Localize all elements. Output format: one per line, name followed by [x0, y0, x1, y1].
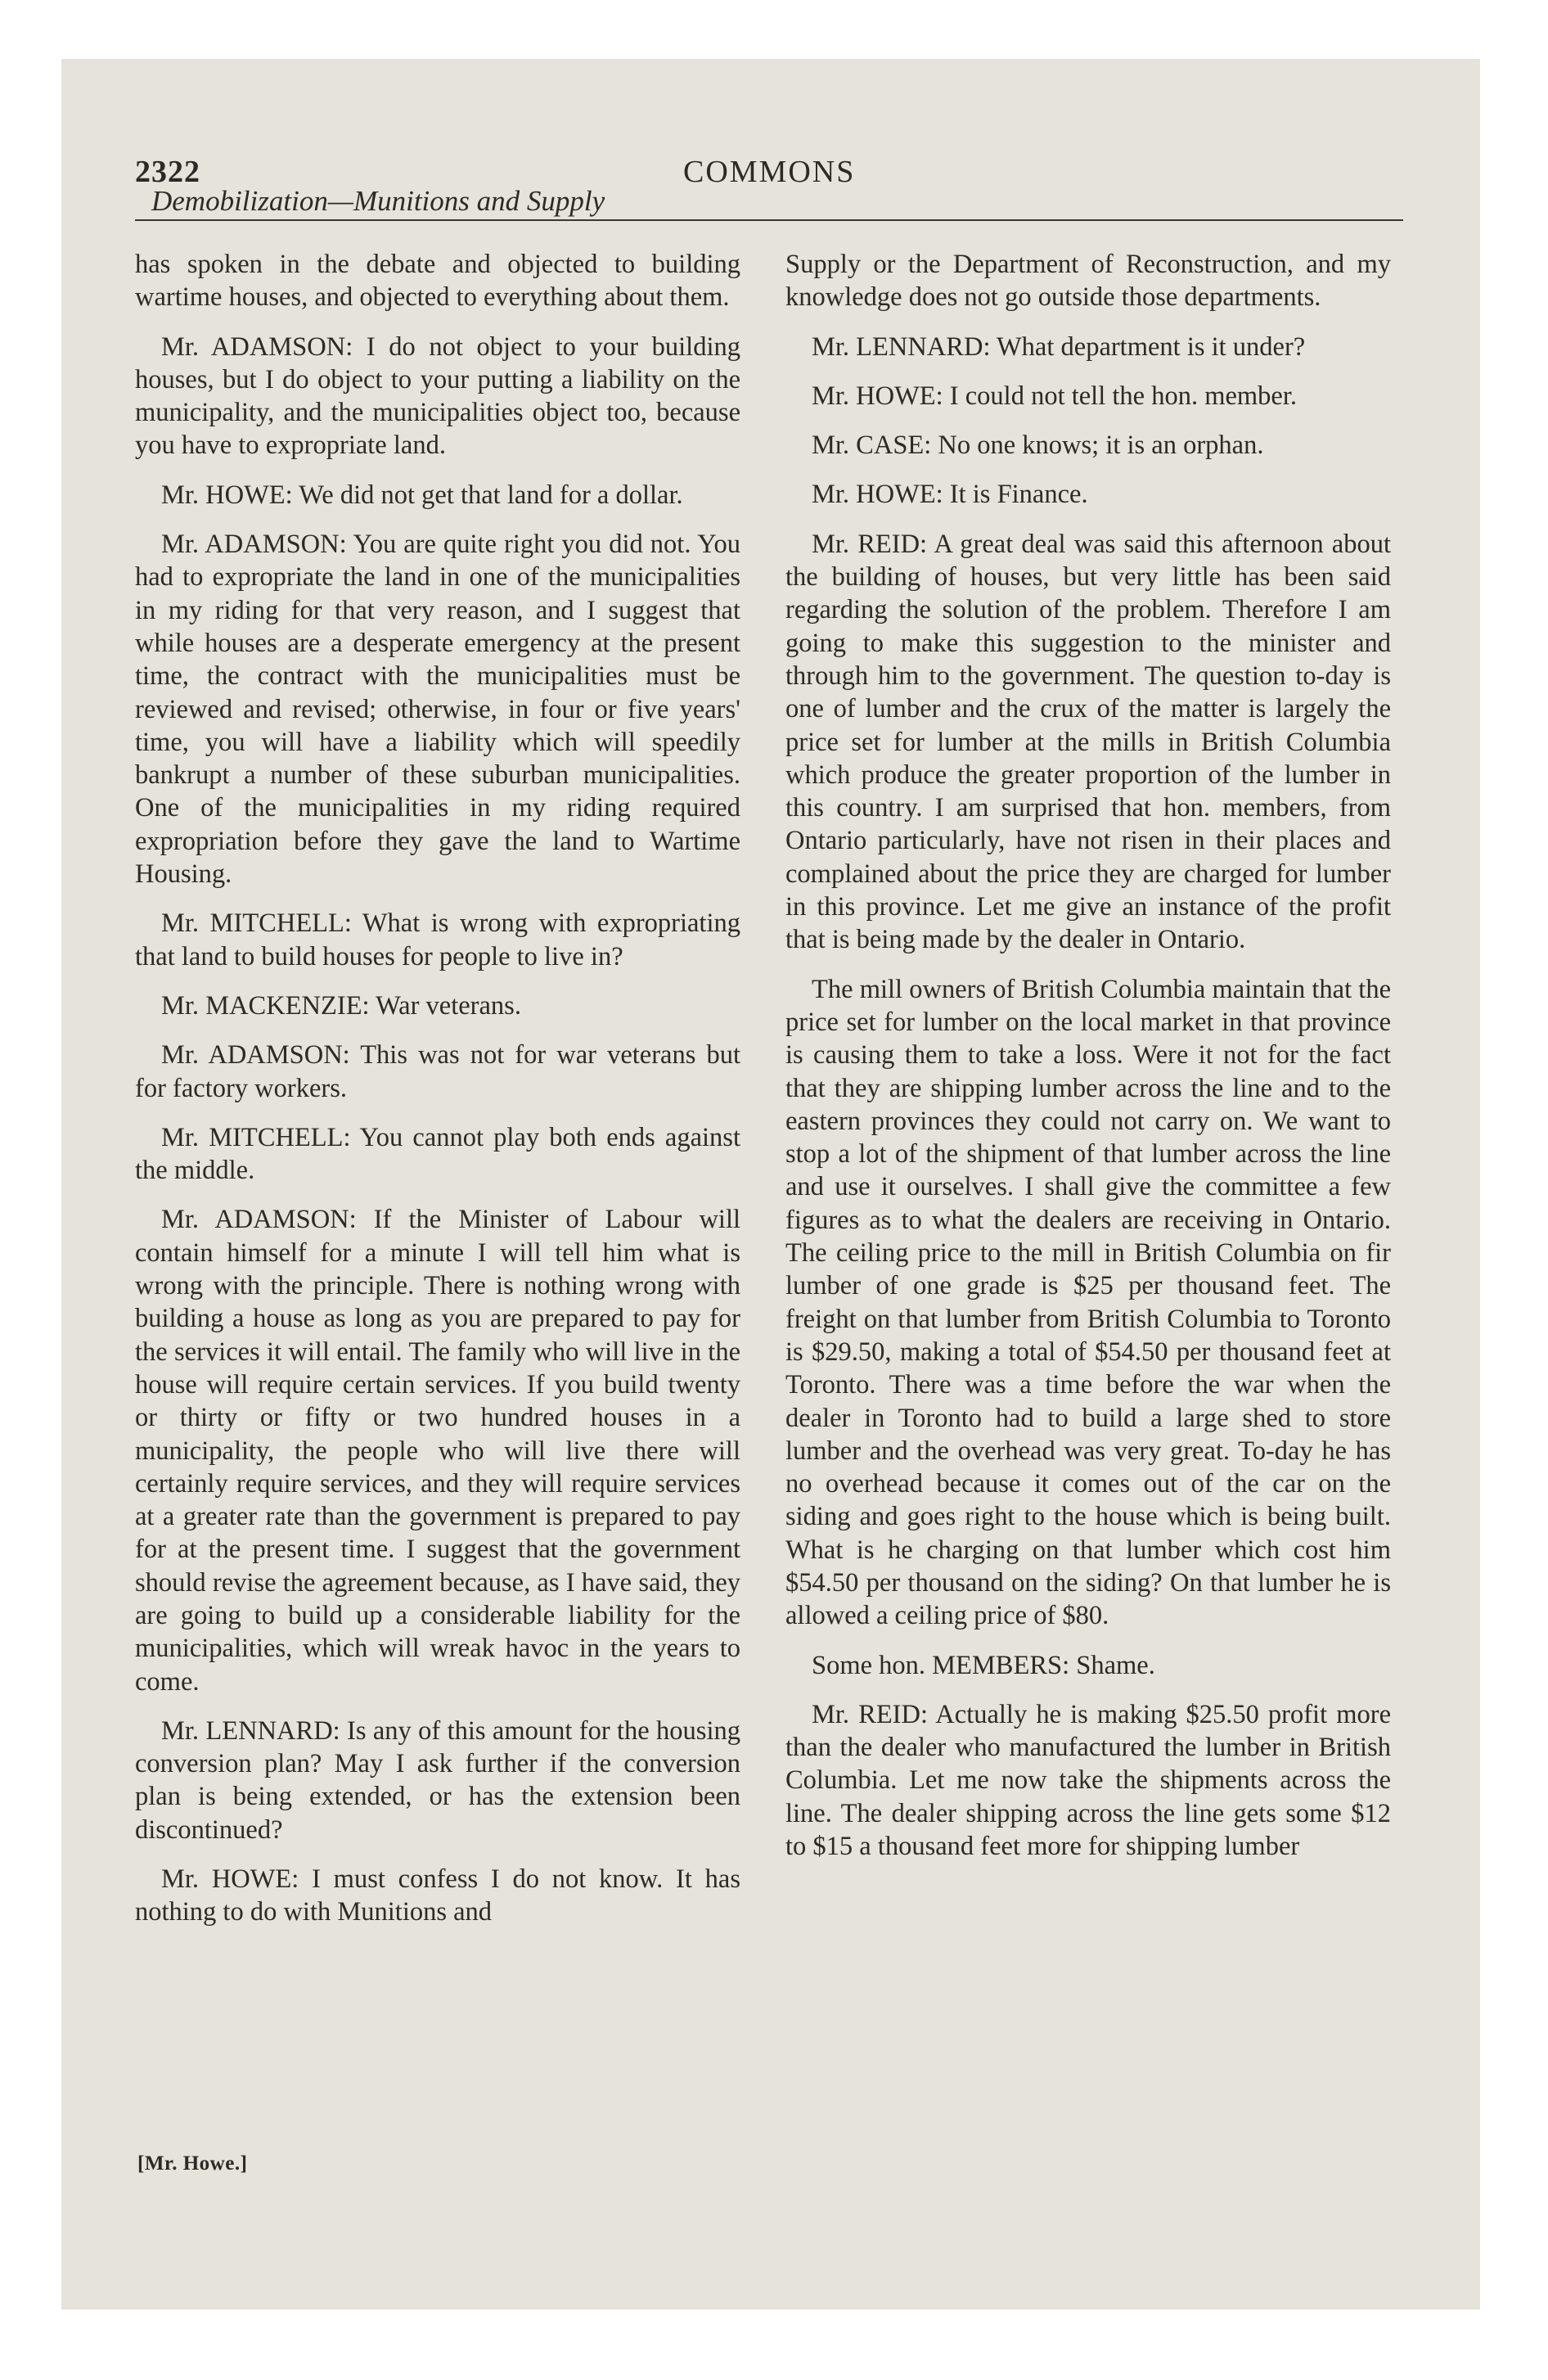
paragraph: Mr. MITCHELL: What is wrong with expropriating that land to build houses for people to live in? — [135, 908, 740, 971]
paragraph: Mr. LENNARD: Is any of this amount for the housing conversion plan? May I ask further if the conversion plan is being extended, or has the extension been discontinued? — [135, 1715, 740, 1845]
paragraph: Mr. ADAMSON: I do not object to your building houses, but I do object to your putting a liability on the municipality, and the municipalities object too, because you have to expropriate land. — [135, 331, 740, 461]
paragraph: has spoken in the debate and objected to building wartime houses, and objected to everything about them. — [135, 250, 740, 313]
paragraph: Mr. ADAMSON: You are quite right you did not. You had to expropriate the land in one of the municipalities in my riding for that very reason, and I suggest that while houses are a desperate emergency at the present time, the contract with the municipalities must be reviewed and revised; otherwise, in four or five years' time, you will have a liability which will speedily bankrupt a number of these suburban municipalities. One of the municipalities in my riding required expropriation before they gave the land to Wartime Housing. — [135, 530, 740, 890]
section-title: Demobilization—Munitions and Supply — [151, 185, 605, 217]
footer-speaker-ref: [Mr. Howe.] — [137, 2152, 248, 2175]
paragraph: Mr. CASE: No one knows; it is an orphan. — [812, 430, 1264, 461]
paragraph: Mr. HOWE: I must confess I do not know. It has nothing to do with Munitions and — [135, 1864, 740, 1927]
header-rule — [135, 219, 1403, 221]
right-column — [785, 248, 1391, 1879]
paragraph: Mr. ADAMSON: If the Minister of Labour will contain himself for a minute I will tell him what is wrong with the principle. There is nothing wrong with building a house as long as you are prepared to pay for the services it will entail. The family who will live in the house will require certain services. If you build twenty or thirty or fifty or two hundred houses in a municipality, the people who will live there will certainly require services, and they will require services at a greater rate than the government is prepared to pay for at the present time. I suggest that the government should revise the agreement because, as I have said, they are going to build up a considerable liability for the municipalities, which will wreak havoc in the years to come. — [135, 1205, 740, 1697]
paragraph: Mr. ADAMSON: This was not for war veterans but for factory workers. — [135, 1040, 740, 1103]
paragraph: The mill owners of British Columbia maintain that the price set for lumber on the local market in that province is causing them to take a loss. Were it not for the fact that they are shipping lumber across the line and to the eastern provinces they could not carry on. We want to stop a lot of the shipment of that lumber across the line and use it ourselves. I shall give the committee a few figures as to what the dealers are receiving in Ontario. The ceiling price to the mill in British Columbia on fir lumber of one grade is $25 per thousand feet. The freight on that lumber from British Columbia to Toronto is $29.50, making a total of $54.50 per thousand feet at Toronto. There was a time before the war when the dealer in Toronto had to build a large shed to store lumber and the overhead was very great. To-day he has no overhead because it comes out of the car on the siding and goes right to the house which is being built. What is he charging on that lumber which cost him $54.50 per thousand on the siding? On that lumber he is allowed a ceiling price of $80. — [785, 974, 1391, 1631]
paragraph: Mr. HOWE: I could not tell the hon. member. — [812, 381, 1298, 411]
paragraph: Mr. LENNARD: What department is it under? — [812, 331, 1306, 362]
paragraph: Some hon. MEMBERS: Shame. — [812, 1650, 1155, 1680]
paragraph: Mr. MACKENZIE: War veterans. — [161, 990, 521, 1021]
running-title: COMMONS — [683, 155, 856, 189]
left-column — [135, 248, 740, 1945]
paragraph: Mr. REID: A great deal was said this afternoon about the building of houses, but very little has been said regarding the solution of the problem. Therefore I am going to make this suggestion to the minister and through him to the government. The question to-day is one of lumber and the crux of the matter is largely the price set for lumber at the mills in British Columbia which produce the greater proportion of the lumber in this country. I am surprised that hon. members, from Ontario particularly, have not risen in their places and complained about the price they are charged for lumber in this province. Let me give an instance of the profit that is being made by the dealer in Ontario. — [785, 529, 1391, 955]
page-header — [135, 154, 1403, 219]
paragraph: Mr. REID: Actually he is making $25.50 profit more than the dealer who manufactured the lumber in British Columbia. Let me now take the shipments across the line. The dealer shipping across the line gets some $12 to $15 a thousand feet more for shipping lumber — [785, 1699, 1391, 1862]
paragraph: Mr. HOWE: It is Finance. — [812, 480, 1088, 510]
page-number: 2322 — [135, 155, 200, 189]
paragraph: Mr. MITCHELL: You cannot play both ends against the middle. — [135, 1122, 740, 1186]
paragraph: Supply or the Department of Reconstruction, and my knowledge does not go outside those departments. — [785, 250, 1391, 313]
paragraph: Mr. HOWE: We did not get that land for a dollar. — [161, 480, 683, 510]
